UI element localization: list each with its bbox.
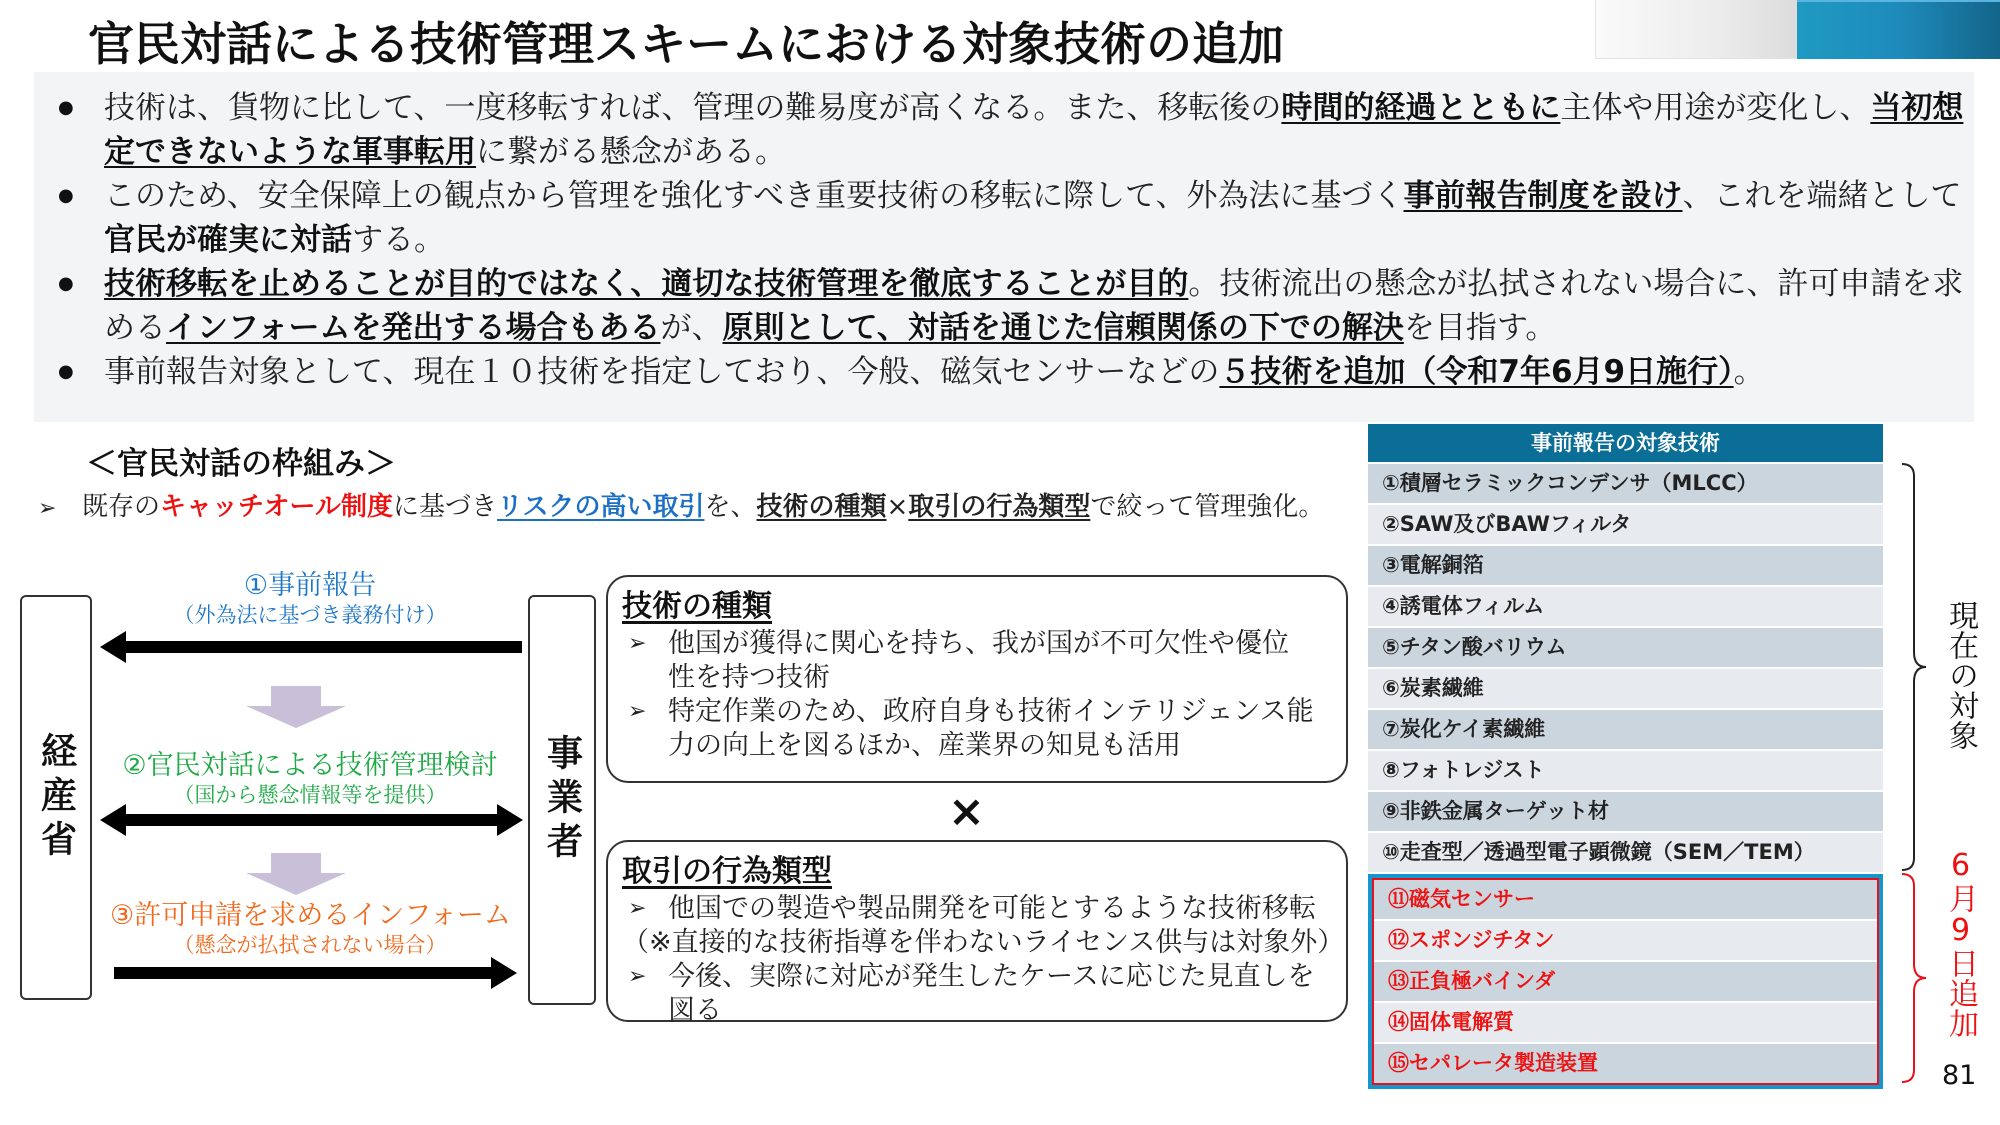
added-brace-icon bbox=[1900, 872, 1930, 1084]
summary-text-segment: 主体や用途が変化し、 bbox=[1560, 90, 1871, 126]
summary-text-segment: インフォームを発出する場合もある bbox=[166, 310, 661, 346]
actor-meti-box bbox=[20, 595, 92, 1000]
down-arrow-icon bbox=[246, 853, 346, 897]
summary-text-segment: 時間的経過とともに bbox=[1281, 90, 1561, 126]
tech-type-line: ➢ 特定作業のため、政府自身も技術インテリジェンス能 bbox=[622, 695, 1332, 729]
summary-text-segment: ５技術を追加（令和7年6月9日施行） bbox=[1219, 354, 1734, 390]
current-target-label: 現在の対象 bbox=[1943, 600, 1978, 750]
added-tech-list bbox=[1372, 878, 1879, 1085]
summary-text-segment: 事前報告制度を設け bbox=[1403, 178, 1683, 214]
page-title: 官民対話による技術管理スキームにおける対象技術の追加 bbox=[88, 17, 1284, 71]
current-tech-row: ⑨非鉄金属ターゲット材 bbox=[1368, 792, 1883, 831]
actor-business-label: 事業者 bbox=[541, 734, 583, 866]
framework-text-segment: を、 bbox=[704, 492, 757, 522]
summary-bullet bbox=[58, 350, 1974, 394]
tech-type-box bbox=[606, 575, 1348, 783]
added-tech-row: ⑫スポンジチタン bbox=[1374, 921, 1877, 960]
current-tech-row: ⑥炭素繊維 bbox=[1368, 669, 1883, 708]
current-tech-row: ②SAW及びBAWフィルタ bbox=[1368, 505, 1883, 544]
trade-type-box bbox=[606, 840, 1348, 1026]
framework-text-segment: で絞って管理強化。 bbox=[1090, 492, 1325, 522]
trade-type-line: （※直接的な技術指導を伴わないライセンス供与は対象外） bbox=[622, 927, 1345, 958]
actor-business-box bbox=[528, 595, 596, 1005]
step-1-label: ①事前報告 （外為法に基づき義務付け） bbox=[173, 570, 447, 627]
arrow-right-line bbox=[114, 967, 492, 979]
framework-text-segment: リスクの高い取引 bbox=[497, 492, 705, 522]
framework-text-segment: に基づき bbox=[392, 492, 497, 522]
added-tech-row: ⑬正負極バインダ bbox=[1374, 962, 1877, 1001]
arrow-bullet-icon: ➢ bbox=[38, 496, 57, 521]
summary-text-segment: が、 bbox=[660, 310, 723, 346]
page-number: 81 bbox=[1942, 1060, 1977, 1091]
target-tech-table bbox=[1368, 424, 1883, 1089]
added-tech-outer-frame bbox=[1368, 874, 1883, 1089]
summary-text-segment: このため、安全保障上の観点から管理を強化すべき重要技術の移転に際して、外為法に基づく bbox=[104, 178, 1404, 214]
added-tech-row: ⑪磁気センサー bbox=[1374, 880, 1877, 919]
summary-text-segment: 技術移転を止めることが目的ではなく、適切な技術管理を徹底することが目的 bbox=[104, 266, 1189, 302]
tech-type-title: 技術の種類 bbox=[622, 589, 772, 624]
summary-text-segment: 事前報告対象として、現在１０技術を指定しており、今般、磁気センサーなどの bbox=[104, 354, 1220, 390]
summary-text-segment: 、これを端緒として bbox=[1682, 178, 1962, 214]
current-tech-row: ⑤チタン酸バリウム bbox=[1368, 628, 1883, 667]
current-tech-list bbox=[1368, 464, 1883, 872]
step-3-label: ③許可申請を求めるインフォーム （懸念が払拭されない場合） bbox=[110, 900, 511, 957]
tech-type-line: ➢ 他国が獲得に関心を持ち、我が国が不可欠性や優位 bbox=[622, 627, 1332, 661]
framework-text-segment: 既存の bbox=[82, 492, 161, 522]
summary-text-segment: 。 bbox=[1733, 354, 1765, 390]
header-decoration-grey bbox=[1595, 0, 1797, 59]
arrow-both-right-head-icon bbox=[497, 804, 523, 836]
trade-type-line: ➢ 他国での製造や製品開発を可能とするような技術移転 bbox=[622, 892, 1332, 926]
header-decoration-blue bbox=[1797, 0, 2000, 59]
tech-type-line: 性を持つ技術 bbox=[668, 662, 830, 693]
added-tech-row: ⑭固体電解質 bbox=[1374, 1003, 1877, 1042]
current-brace-icon bbox=[1900, 462, 1930, 872]
summary-bullet bbox=[58, 174, 1974, 262]
framework-text-segment: キャッチオール制度 bbox=[160, 492, 393, 522]
framework-description-text bbox=[82, 492, 1324, 522]
tech-type-line: 力の向上を図るほか、産業界の知見も活用 bbox=[668, 730, 1181, 761]
target-tech-header: 事前報告の対象技術 bbox=[1368, 424, 1883, 462]
arrow-both-left-head-icon bbox=[100, 804, 126, 836]
summary-panel bbox=[34, 72, 1974, 422]
added-target-label: 6月9日追加 bbox=[1943, 848, 1978, 1038]
current-tech-row: ①積層セラミックコンデンサ（MLCC） bbox=[1368, 464, 1883, 503]
summary-text-segment: 。技術流出の懸念が払拭されない場合に、許可申請を求める bbox=[104, 266, 1964, 346]
arrow-both-line bbox=[120, 814, 498, 826]
cross-icon: × bbox=[948, 786, 985, 837]
trade-type-line: ➢ 今後、実際に対応が発生したケースに応じた見直しを図る bbox=[622, 960, 1332, 1028]
current-tech-row: ⑦炭化ケイ素繊維 bbox=[1368, 710, 1883, 749]
summary-text-segment: する。 bbox=[352, 222, 445, 258]
summary-text-segment: を目指す。 bbox=[1403, 310, 1557, 346]
summary-text-segment: 官民が確実に対話 bbox=[104, 222, 352, 258]
summary-text-segment: 原則として、対話を通じた信頼関係の下での解決 bbox=[722, 310, 1404, 346]
framework-text-segment: 技術の種類 bbox=[756, 492, 887, 522]
step-2-label: ②官民対話による技術管理検討 （国から懸念情報等を提供） bbox=[122, 750, 498, 807]
current-tech-row: ③電解銅箔 bbox=[1368, 546, 1883, 585]
summary-text-segment: に繋がる懸念がある。 bbox=[476, 134, 786, 170]
summary-bullet-list bbox=[34, 72, 1974, 394]
summary-bullet bbox=[58, 262, 1974, 350]
framework-text-segment: 取引の行為類型 bbox=[908, 492, 1091, 522]
summary-bullet bbox=[58, 86, 1974, 174]
framework-text-segment: × bbox=[886, 492, 909, 522]
arrow-left-head-icon bbox=[100, 631, 126, 663]
current-tech-row: ⑩走査型／透過型電子顕微鏡（SEM／TEM） bbox=[1368, 833, 1883, 872]
arrow-right-head-icon bbox=[491, 957, 517, 989]
trade-type-title: 取引の行為類型 bbox=[622, 854, 832, 889]
framework-description bbox=[38, 486, 1324, 523]
arrow-left-line bbox=[120, 641, 522, 653]
current-tech-row: ④誘電体フィルム bbox=[1368, 587, 1883, 626]
summary-text-segment: 技術は、貨物に比して、一度移転すれば、管理の難易度が高くなる。また、移転後の bbox=[104, 90, 1282, 126]
current-tech-row: ⑧フォトレジスト bbox=[1368, 751, 1883, 790]
framework-title: ＜官民対話の枠組み＞ bbox=[86, 446, 396, 482]
summary-text-segment: 当初想定できないような軍事転用 bbox=[104, 90, 1964, 170]
actor-meti-label: 経産省 bbox=[35, 731, 77, 864]
down-arrow-icon bbox=[246, 686, 346, 730]
added-tech-row: ⑮セパレータ製造装置 bbox=[1374, 1044, 1877, 1083]
